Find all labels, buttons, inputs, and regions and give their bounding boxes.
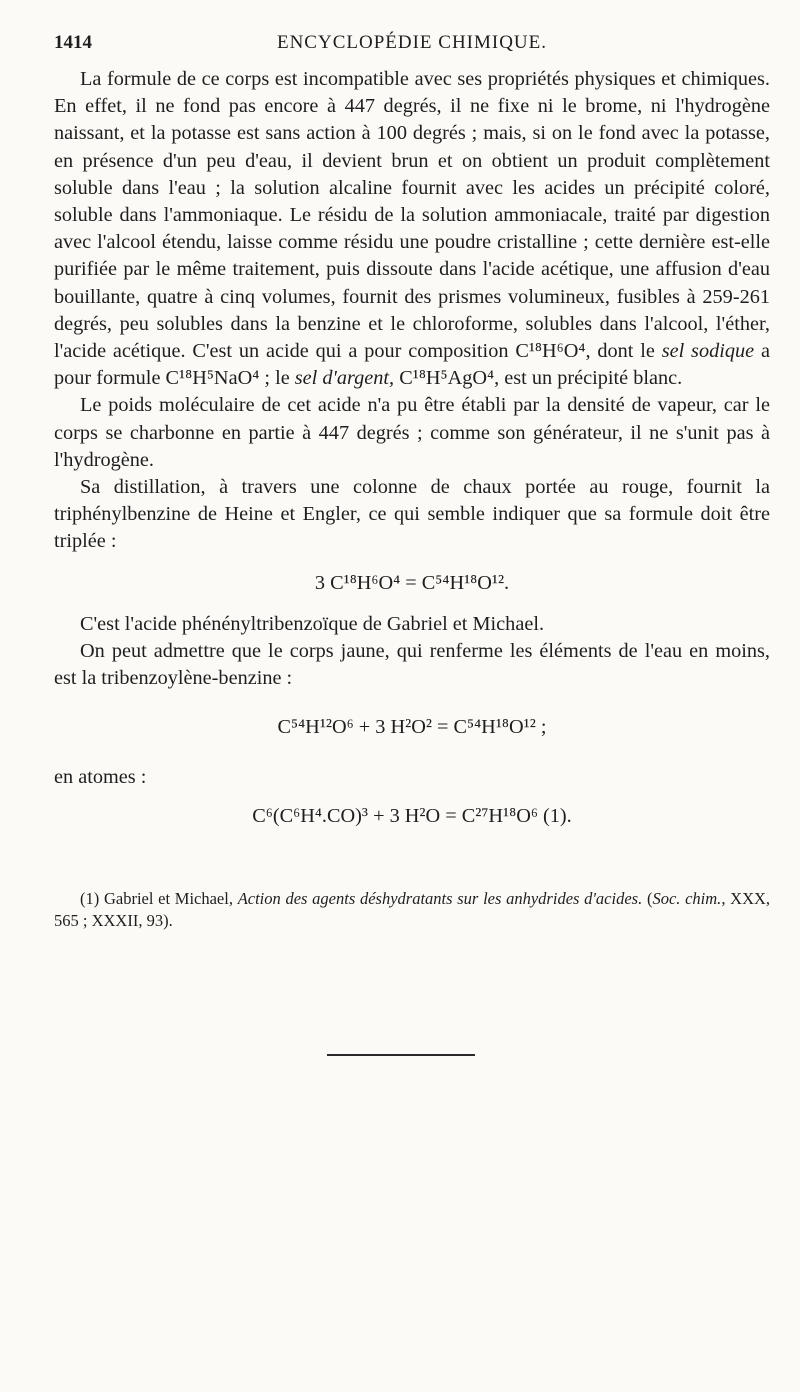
paragraph-1 xyxy=(54,66,770,392)
page-header xyxy=(54,32,770,58)
footnote-refs: , XXX, 565 ; XXXII, 93). xyxy=(54,889,771,930)
formula-acid: C¹⁸H⁶O⁴ xyxy=(515,340,586,363)
footnote xyxy=(54,888,770,932)
paragraph-2: Le poids moléculaire de cet acide n'a pu être établi par la densité de vapeur, car le corps se charbonne en partie à 447 degrés ; comme son générateur, il ne s'unit pas à l'hydrogène. xyxy=(54,394,770,471)
footnote-journal: Soc. chim. xyxy=(652,889,722,908)
page-number: 1414 xyxy=(54,32,92,53)
label-en-atomes: en atomes : xyxy=(54,765,147,788)
equation-triplication: 3 C¹⁸H⁶O⁴ = C⁵⁴H¹⁸O¹². xyxy=(314,571,510,594)
formula-silver-salt: C¹⁸H⁵AgO⁴ xyxy=(399,367,495,390)
footnote-authors: Gabriel et Michael, xyxy=(103,889,233,908)
body-text xyxy=(54,66,770,846)
paragraph-5: On peut admettre que le corps jaune, qui renferme les éléments de l'eau en moins, est la tribenzoylène-benzine : xyxy=(54,640,770,690)
footnote-paren: ( xyxy=(646,889,653,908)
running-title: ENCYCLOPÉDIE CHIMIQUE. xyxy=(276,32,548,53)
sel-argent-term: sel d'argent, xyxy=(294,367,395,390)
footnote-title: Action des agents déshydratants sur les anhydrides d'acides. xyxy=(237,889,643,908)
paragraph-1-text-f: , est un précipité blanc. xyxy=(494,367,683,390)
end-rule xyxy=(327,1054,475,1056)
equation-equivalents: C⁵⁴H¹²O⁶ + 3 H²O² = C⁵⁴H¹⁸O¹² ; xyxy=(277,716,547,739)
paragraph-4: C'est l'acide phénényltribenzoïque de Gabriel et Michael. xyxy=(80,612,545,635)
paragraph-3: Sa distillation, à travers une colonne de chaux portée au rouge, fournit la triphénylbenzine de Heine et Engler, ce qui semble indiquer que sa formule doit être triplée : xyxy=(54,476,770,553)
equation-atoms: C⁶(C⁶H⁴.CO)³ + 3 H²O = C²⁷H¹⁸O⁶ (1). xyxy=(252,804,572,827)
paragraph-1-text-c: a pour formule xyxy=(54,340,770,390)
paragraph-1-text-b: , dont le xyxy=(585,340,662,363)
paragraph-1-text-a: La formule de ce corps est incompatible avec ses propriétés physiques et chimiques. En effet, il ne fond pas encore à 447 degrés, il ne fixe ni le brome, ni l'hydrogène naissant, et la potasse est sans action à 100 degrés ; mais, si on le fond avec la potasse, en présence d'un peu d'eau, il devient brun et on obtient un produit complètement soluble dans l'eau ; la solution alcaline fournit avec les acides un précipité coloré, soluble dans l'ammoniaque. Le résidu de la solution ammoniacale, traité par digestion avec l'alcool étendu, laisse comme résidu une poudre cristalline ; cette dernière est-elle purifiée par le même traitement, puis dissoute dans l'acide acétique, une affusion d'eau bouillante, quatre à cinq volumes, fournit des prismes volumineux, fusibles à 259-261 degrés, peu solubles dans la benzine et le chloroforme, solubles dans l'alcool, l'éther, l'acide acétique. C'est un acide qui a pour composition xyxy=(54,68,770,363)
formula-sodium-salt: C¹⁸H⁵NaO⁴ xyxy=(165,367,260,390)
sel-sodique-term: sel sodique xyxy=(661,340,755,363)
footnote-marker: (1) xyxy=(80,889,100,908)
paragraph-1-text-d: ; le xyxy=(259,367,295,390)
